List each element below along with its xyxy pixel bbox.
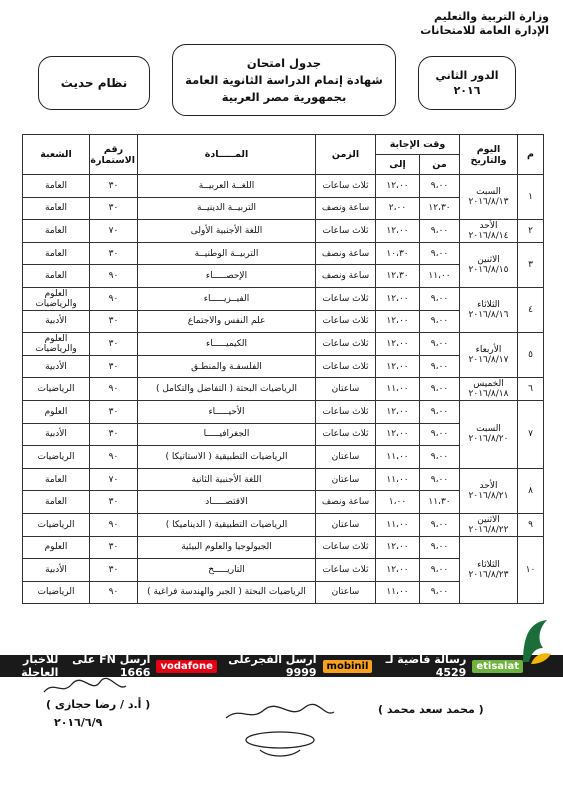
row-branch: الرياضيات <box>23 446 90 469</box>
row-day: الاثنين <box>477 514 500 525</box>
row-from: ٩،٠٠ <box>420 400 460 423</box>
header-num: م <box>518 135 544 175</box>
row-duration: ساعة ونصف <box>316 197 376 220</box>
row-num: ٥ <box>518 333 544 378</box>
row-branch: الرياضيات <box>23 581 90 604</box>
row-date: ٢٠١٦/٨/٢٢ <box>468 524 509 535</box>
row-form-no: ٧٠ <box>90 468 138 491</box>
row-date: ٢٠١٦/٨/١٥ <box>468 264 509 275</box>
row-date: ٢٠١٦/٨/٢٠ <box>468 434 509 445</box>
title-line2: شهادة إتمام الدراسة الثانوية العامة <box>185 72 383 87</box>
row-subject: الجيولوجيا والعلوم البيئية <box>138 536 316 559</box>
row-branch: العامة <box>23 468 90 491</box>
row-to: ٢،٠٠ <box>376 197 420 220</box>
row-form-no: ٩٠ <box>90 287 138 310</box>
row-day: الأحد <box>479 220 498 231</box>
row-form-no: ٣٠ <box>90 175 138 198</box>
ticker-text-1: للأخبار العاجلة <box>21 653 59 679</box>
row-form-no: ٩٠ <box>90 513 138 536</box>
table-row <box>23 287 544 310</box>
row-branch: الأدبية <box>23 310 90 333</box>
left-signature-date: ٢٠١٦/٦/٩ <box>54 716 103 729</box>
header-from: من <box>420 155 460 175</box>
row-form-no: ٣٠ <box>90 536 138 559</box>
table-row <box>23 175 544 198</box>
row-branch: العلوم <box>23 400 90 423</box>
header-duration: الزمن <box>316 135 376 175</box>
mobinil-logo: mobinil <box>323 660 373 673</box>
row-duration: ثلاث ساعات <box>316 333 376 356</box>
row-duration: ثلاث ساعات <box>316 287 376 310</box>
row-from: ٩،٠٠ <box>420 175 460 198</box>
title-line3: بجمهورية مصر العربية <box>221 89 347 104</box>
table-row <box>23 378 544 401</box>
row-day: الثلاثاء <box>477 559 500 570</box>
exam-schedule-table <box>22 134 544 604</box>
row-day-date <box>460 333 518 378</box>
system-label: نظام حديث <box>60 76 128 90</box>
row-day-date <box>460 242 518 287</box>
row-form-no: ٧٠ <box>90 220 138 243</box>
row-duration: ثلاث ساعات <box>316 536 376 559</box>
ministry-header <box>379 10 549 38</box>
row-to: ١٠،٣٠ <box>376 242 420 265</box>
row-branch: العامة <box>23 265 90 288</box>
row-duration: ثلاث ساعات <box>316 423 376 446</box>
row-to: ١١،٠٠ <box>376 581 420 604</box>
row-from: ٩،٠٠ <box>420 446 460 469</box>
row-subject: اللغــة العربيــة <box>138 175 316 198</box>
row-form-no: ٩٠ <box>90 446 138 469</box>
row-to: ١٢،٣٠ <box>376 265 420 288</box>
row-num: ٨ <box>518 468 544 513</box>
row-num: ٢ <box>518 220 544 243</box>
row-to: ١١،٠٠ <box>376 378 420 401</box>
row-branch: العامة <box>23 491 90 514</box>
row-duration: ساعتان <box>316 513 376 536</box>
row-date: ٢٠١٦/٨/١٦ <box>468 310 509 321</box>
row-branch: العلوم والرياضيات <box>23 333 90 356</box>
row-to: ١٢،٠٠ <box>376 175 420 198</box>
row-duration: ثلاث ساعات <box>316 400 376 423</box>
news-ticker-banner <box>0 655 563 677</box>
row-day: السبت <box>476 187 501 198</box>
row-subject: علم النفس والاجتماع <box>138 310 316 333</box>
row-num: ١٠ <box>518 536 544 604</box>
table-row <box>23 220 544 243</box>
row-branch: العامة <box>23 175 90 198</box>
department-name: الإدارة العامة للامتحانات <box>420 24 549 37</box>
row-day-date <box>460 468 518 513</box>
row-subject: الرياضيات البحتة ( التفاضل والتكامل ) <box>138 378 316 401</box>
row-branch: العامة <box>23 197 90 220</box>
row-form-no: ٣٠ <box>90 310 138 333</box>
row-subject: التاريـــــخ <box>138 559 316 582</box>
row-from: ٩،٠٠ <box>420 333 460 356</box>
row-day: الخميس <box>473 379 504 390</box>
row-form-no: ٣٠ <box>90 491 138 514</box>
header-form-no: رقم الاستمارة <box>90 135 138 175</box>
row-from: ٩،٠٠ <box>420 468 460 491</box>
row-subject: الفيــزيـــــاء <box>138 287 316 310</box>
row-day-date <box>460 400 518 468</box>
row-to: ١،٠٠ <box>376 491 420 514</box>
row-to: ١١،٠٠ <box>376 446 420 469</box>
row-to: ١٢،٠٠ <box>376 400 420 423</box>
row-form-no: ٣٠ <box>90 355 138 378</box>
table-row <box>23 333 544 356</box>
row-num: ٦ <box>518 378 544 401</box>
row-branch: العلوم والرياضيات <box>23 287 90 310</box>
etisalat-logo: etisalat <box>472 660 523 673</box>
row-from: ٩،٠٠ <box>420 513 460 536</box>
row-duration: ساعتان <box>316 378 376 401</box>
row-date: ٢٠١٦/٨/١٤ <box>468 230 509 241</box>
row-from: ٩،٠٠ <box>420 310 460 333</box>
row-date: ٢٠١٦/٨/٢١ <box>468 490 509 501</box>
vodafone-logo: vodafone <box>156 660 216 673</box>
row-to: ١٢،٠٠ <box>376 220 420 243</box>
row-duration: ساعة ونصف <box>316 242 376 265</box>
row-duration: ساعة ونصف <box>316 491 376 514</box>
row-branch: الرياضيات <box>23 513 90 536</box>
row-subject: الفلسفـة والمنطـق <box>138 355 316 378</box>
round-box <box>418 56 516 110</box>
system-box <box>38 56 150 110</box>
row-branch: العامة <box>23 242 90 265</box>
row-form-no: ٣٠ <box>90 400 138 423</box>
row-num: ٣ <box>518 242 544 287</box>
middle-signature-scribble-icon <box>220 700 340 760</box>
header-subject: المـــــادة <box>138 135 316 175</box>
row-to: ١٢،٠٠ <box>376 423 420 446</box>
row-duration: ساعتان <box>316 446 376 469</box>
title-line1: جدول امتحان <box>246 55 322 70</box>
row-from: ٩،٠٠ <box>420 559 460 582</box>
row-day: الاثنين <box>477 254 500 265</box>
row-to: ١٢،٠٠ <box>376 287 420 310</box>
row-day-date <box>460 536 518 604</box>
table-row <box>23 513 544 536</box>
row-day-date <box>460 513 518 536</box>
row-subject: الرياضيات البحتة ( الجبر والهندسة فراغية ) <box>138 581 316 604</box>
row-from: ٩،٠٠ <box>420 378 460 401</box>
right-signature-name: ( محمد سعد محمد ) <box>378 703 484 716</box>
row-branch: الأدبية <box>23 423 90 446</box>
row-from: ٩،٠٠ <box>420 287 460 310</box>
row-subject: الاقتصـــــاد <box>138 491 316 514</box>
row-to: ١٢،٠٠ <box>376 333 420 356</box>
row-from: ٩،٠٠ <box>420 423 460 446</box>
row-to: ١٢،٠٠ <box>376 559 420 582</box>
header-branch: الشعبة <box>23 135 90 175</box>
ticker-text-3: أرسل الفجرعلى 9999 <box>228 653 317 679</box>
row-subject: الجغرافيـــــا <box>138 423 316 446</box>
row-num: ٤ <box>518 287 544 332</box>
table-row <box>23 242 544 265</box>
title-box <box>172 44 396 116</box>
row-from: ١١،٣٠ <box>420 491 460 514</box>
row-from: ٩،٠٠ <box>420 581 460 604</box>
row-form-no: ٩٠ <box>90 378 138 401</box>
row-day: الثلاثاء <box>477 300 500 311</box>
row-form-no: ٣٠ <box>90 559 138 582</box>
row-date: ٢٠١٦/٨/١٨ <box>468 389 509 400</box>
round-label: الدور الثاني <box>435 69 499 82</box>
table-row <box>23 468 544 491</box>
row-form-no: ٩٠ <box>90 265 138 288</box>
ministry-name: وزارة التربية والتعليم <box>434 10 549 23</box>
row-from: ٩،٠٠ <box>420 355 460 378</box>
row-branch: العامة <box>23 220 90 243</box>
row-duration: ثلاث ساعات <box>316 175 376 198</box>
row-day-date <box>460 220 518 243</box>
round-year: ٢٠١٦ <box>453 84 481 97</box>
left-signature-scribble-icon <box>40 676 130 698</box>
row-from: ٩،٠٠ <box>420 242 460 265</box>
row-subject: الإحصـــــاء <box>138 265 316 288</box>
row-num: ١ <box>518 175 544 220</box>
row-subject: اللغة الأجنبية الثانية <box>138 468 316 491</box>
row-duration: ثلاث ساعات <box>316 559 376 582</box>
row-branch: العلوم <box>23 536 90 559</box>
row-day: الأربعاء <box>475 345 502 356</box>
row-from: ١٢،٣٠ <box>420 197 460 220</box>
header-to: إلى <box>376 155 420 175</box>
row-subject: الرياضيات التطبيقية ( الديناميكا ) <box>138 513 316 536</box>
header-day: اليوم والتاريخ <box>460 135 518 175</box>
row-subject: الرياضيات التطبيقية ( الاستاتيكا ) <box>138 446 316 469</box>
row-form-no: ٣٠ <box>90 333 138 356</box>
row-num: ٩ <box>518 513 544 536</box>
row-day-date <box>460 175 518 220</box>
row-to: ١٢،٠٠ <box>376 310 420 333</box>
ticker-text-4: رسالة فاضية لـ 4529 <box>385 653 467 679</box>
row-form-no: ٣٠ <box>90 242 138 265</box>
row-to: ١١،٠٠ <box>376 513 420 536</box>
row-from: ٩،٠٠ <box>420 536 460 559</box>
row-subject: اللغة الأجنبية الأولى <box>138 220 316 243</box>
table-row <box>23 536 544 559</box>
ticker-text-2: أرسل FN على 1666 <box>72 653 151 679</box>
table-row <box>23 400 544 423</box>
row-form-no: ٣٠ <box>90 423 138 446</box>
row-to: ١٢،٠٠ <box>376 536 420 559</box>
row-subject: التربيــة الدينيــة <box>138 197 316 220</box>
row-date: ٢٠١٦/٨/١٣ <box>468 197 509 208</box>
row-duration: ثلاث ساعات <box>316 355 376 378</box>
row-subject: الأحيـــــاء <box>138 400 316 423</box>
row-date: ٢٠١٦/٨/٢٣ <box>468 569 509 580</box>
row-from: ٩،٠٠ <box>420 220 460 243</box>
row-date: ٢٠١٦/٨/١٧ <box>468 355 509 366</box>
row-day-date <box>460 287 518 332</box>
site-logo-icon <box>515 612 559 672</box>
row-branch: الأدبية <box>23 559 90 582</box>
row-day-date <box>460 378 518 401</box>
row-duration: ثلاث ساعات <box>316 220 376 243</box>
left-signature-name: ( أ.د / رضا حجازى ) <box>46 698 151 711</box>
row-subject: التربيــة الوطنيــة <box>138 242 316 265</box>
row-branch: الأدبية <box>23 355 90 378</box>
row-form-no: ٣٠ <box>90 197 138 220</box>
row-duration: ساعتان <box>316 581 376 604</box>
row-duration: ساعتان <box>316 468 376 491</box>
row-num: ٧ <box>518 400 544 468</box>
row-subject: الكيميـــــاء <box>138 333 316 356</box>
row-day: السبت <box>476 424 501 435</box>
row-to: ١١،٠٠ <box>376 468 420 491</box>
row-form-no: ٩٠ <box>90 581 138 604</box>
row-to: ١٢،٠٠ <box>376 355 420 378</box>
row-day: الأحد <box>479 480 498 491</box>
header-time-group: وقت الإجابة <box>376 135 460 155</box>
row-duration: ساعة ونصف <box>316 265 376 288</box>
row-branch: الرياضيات <box>23 378 90 401</box>
row-duration: ثلاث ساعات <box>316 310 376 333</box>
row-from: ١١،٠٠ <box>420 265 460 288</box>
